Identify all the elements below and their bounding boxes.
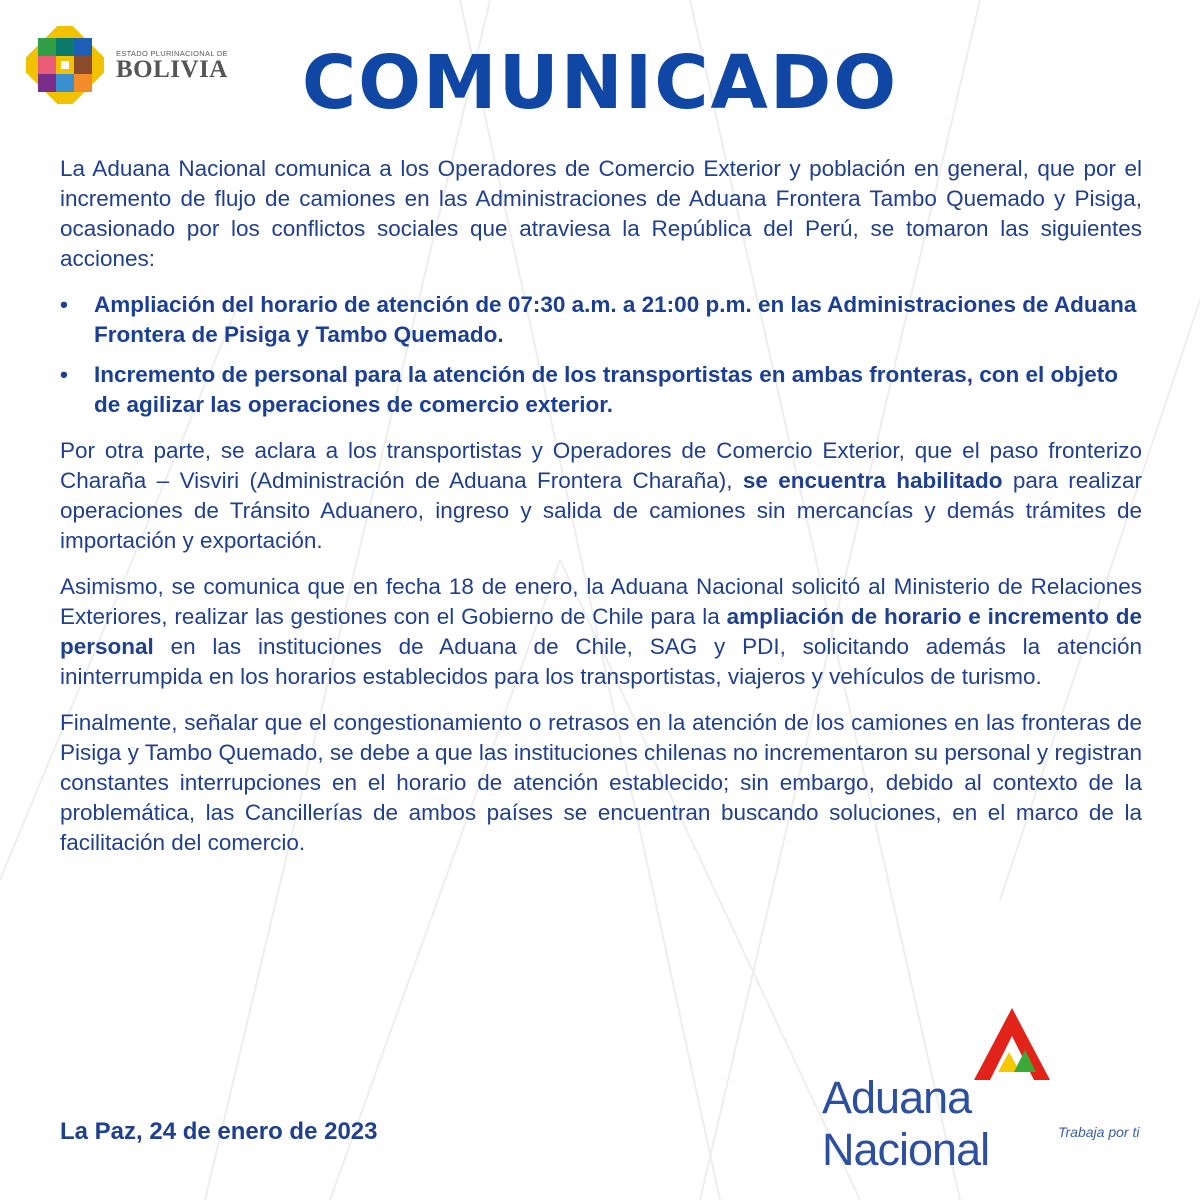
footer-date: La Paz, 24 de enero de 2023	[60, 1118, 378, 1145]
page-title: COMUNICADO	[301, 40, 899, 126]
action-item	[60, 290, 1142, 350]
action-text: Incremento de personal para la atención de los transportistas en ambas fronteras, con el objeto de agilizar las operaciones de comercio exterior.	[94, 362, 1119, 417]
bullet-icon: •	[60, 292, 68, 317]
action-text: Ampliación del horario de atención de 07:30 a.m. a 21:00 p.m. en las Administraciones de Aduana Frontera de Pisiga y Tambo Quemado.	[94, 292, 1137, 347]
paragraph-charana	[60, 436, 1142, 556]
paragraph-text: Por otra parte, se aclara a los transportistas y Operadores de Comercio Exterior, que el paso fronterizo Charaña – Visviri (Administración de Aduana Frontera Charaña),	[60, 438, 1142, 493]
action-item	[60, 360, 1142, 420]
actions-list	[60, 290, 1142, 420]
emblem-title: BOLIVIA	[116, 55, 228, 83]
aduana-logo-slogan: Trabaja por ti	[1058, 1124, 1140, 1140]
bullet-icon: •	[60, 362, 68, 387]
bold-text: se encuentra habilitado	[742, 468, 1003, 493]
bold-text: ampliación de horario e incremento de personal	[60, 604, 1142, 659]
paragraph-chile-request	[60, 572, 1142, 692]
aduana-logo-name: Aduana Nacional	[822, 1072, 990, 1175]
aduana-nacional-logo	[822, 1008, 1147, 1175]
paragraph-text: en las instituciones de Aduana de Chile, SAG y PDI, solicitando además la atención ininterrumpida en los horarios establecidos para los transportistas, viajeros y vehículos de turismo.	[60, 634, 1142, 689]
emblem-caption: ESTADO PLURINACIONAL DE	[116, 48, 228, 58]
aduana-mountain-icon	[962, 1008, 1062, 1080]
paragraph-text: para realizar operaciones de Tránsito Aduanero, ingreso y salida de camiones sin mercancías y demás trámites de importación y exportación.	[60, 468, 1143, 553]
paragraph-conclusion: Finalmente, señalar que el congestionamiento o retrasos en la atención de los camiones en las fronteras de Pisiga y Tambo Quemado, se debe a que las instituciones chilenas no incrementaron su personal y registran constantes interrupciones en el horario de atención establecido; sin embargo, debido al contexto de la problemática, las Cancillerías de ambos países se encuentran buscando soluciones, en el marco de la facilitación del comercio.	[60, 710, 1142, 855]
paragraph-text: Asimismo, se comunica que en fecha 18 de enero, la Aduana Nacional solicitó al Ministerio de Relaciones Exteriores, realizar las gestiones con el Gobierno de Chile para la	[60, 574, 1142, 629]
paragraph-intro: La Aduana Nacional comunica a los Operadores de Comercio Exterior y población en general, que por el incremento de flujo de camiones en las Administraciones de Aduana Frontera Tambo Quemado y Pisiga, ocasionado por los conflictos sociales que atraviesa la República del Perú, se tomaron las siguientes acciones:	[60, 156, 1142, 271]
communique-body	[60, 154, 1142, 874]
